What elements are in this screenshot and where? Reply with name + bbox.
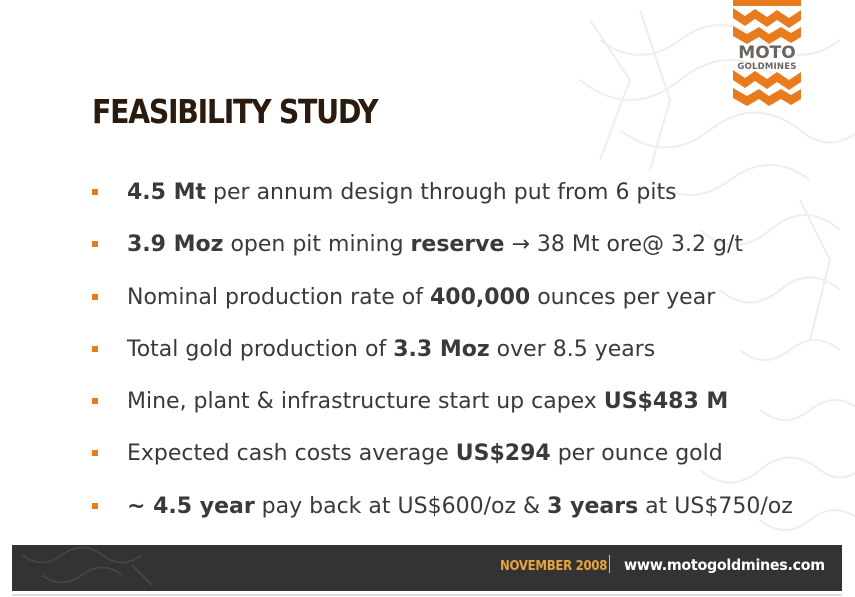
logo-wordmark xyxy=(733,44,801,72)
bullet-run: Mine, plant & infrastructure start up capex xyxy=(127,388,604,414)
bullet-emphasis: reserve xyxy=(410,231,505,257)
footer-divider xyxy=(609,555,610,573)
bullet-text xyxy=(127,285,715,310)
bullet-item xyxy=(92,386,728,416)
bullet-run: pay back at US$600/oz & xyxy=(254,493,548,519)
bullet-emphasis: 3.9 Moz xyxy=(127,231,224,257)
slide-title: FEASIBILITY STUDY xyxy=(92,92,378,131)
bullet-marker xyxy=(92,294,98,300)
bullet-item xyxy=(92,282,715,312)
bullet-run: per annum design through put from 6 pits xyxy=(206,179,677,205)
bullet-emphasis: 3.3 Moz xyxy=(393,336,490,362)
bullet-marker xyxy=(92,241,98,247)
bullet-run: Total gold production of xyxy=(127,336,394,362)
bullet-item xyxy=(92,438,723,468)
bullet-marker xyxy=(92,450,98,456)
bullet-text xyxy=(127,337,655,362)
bullet-run: → 38 Mt ore@ 3.2 g/t xyxy=(504,231,743,257)
bullet-marker xyxy=(92,346,98,352)
bullet-emphasis: 3 years xyxy=(547,493,639,519)
bullet-run: Nominal production rate of xyxy=(127,284,430,310)
bullet-item xyxy=(92,334,655,364)
bullet-text xyxy=(127,180,677,205)
bullet-emphasis: 4.5 Mt xyxy=(127,179,207,205)
bullet-run: Expected cash costs average xyxy=(127,440,456,466)
bullet-run: open pit mining xyxy=(223,231,411,257)
footer-pattern xyxy=(12,545,212,591)
bullet-emphasis: US$294 xyxy=(455,440,551,466)
bullet-emphasis: US$483 M xyxy=(603,388,729,414)
bottom-divider xyxy=(12,594,842,596)
bullet-item xyxy=(92,491,793,521)
bullet-run: at US$750/oz xyxy=(638,493,793,519)
bullet-marker xyxy=(92,398,98,404)
bullet-marker xyxy=(92,503,98,509)
bullet-item xyxy=(92,177,677,207)
bullet-emphasis: 400,000 xyxy=(430,284,531,310)
logo-goldmines-text: GOLDMINES xyxy=(737,62,797,72)
bullet-emphasis: ~ 4.5 year xyxy=(127,493,255,519)
logo-moto-text: MOTO xyxy=(738,43,796,63)
bullet-run: per ounce gold xyxy=(550,440,723,466)
bullet-text xyxy=(127,232,743,257)
bullet-marker xyxy=(92,189,98,195)
bullet-run: ounces per year xyxy=(530,284,716,310)
footer-bar xyxy=(12,545,842,591)
bullet-text xyxy=(127,494,793,519)
website-link[interactable]: www.motogoldmines.com xyxy=(624,556,825,574)
bullet-text xyxy=(127,441,723,466)
footer-date: NOVEMBER 2008 xyxy=(500,559,608,574)
bullet-run: over 8.5 years xyxy=(489,336,656,362)
bullet-item xyxy=(92,229,743,259)
bullet-text xyxy=(127,389,728,414)
